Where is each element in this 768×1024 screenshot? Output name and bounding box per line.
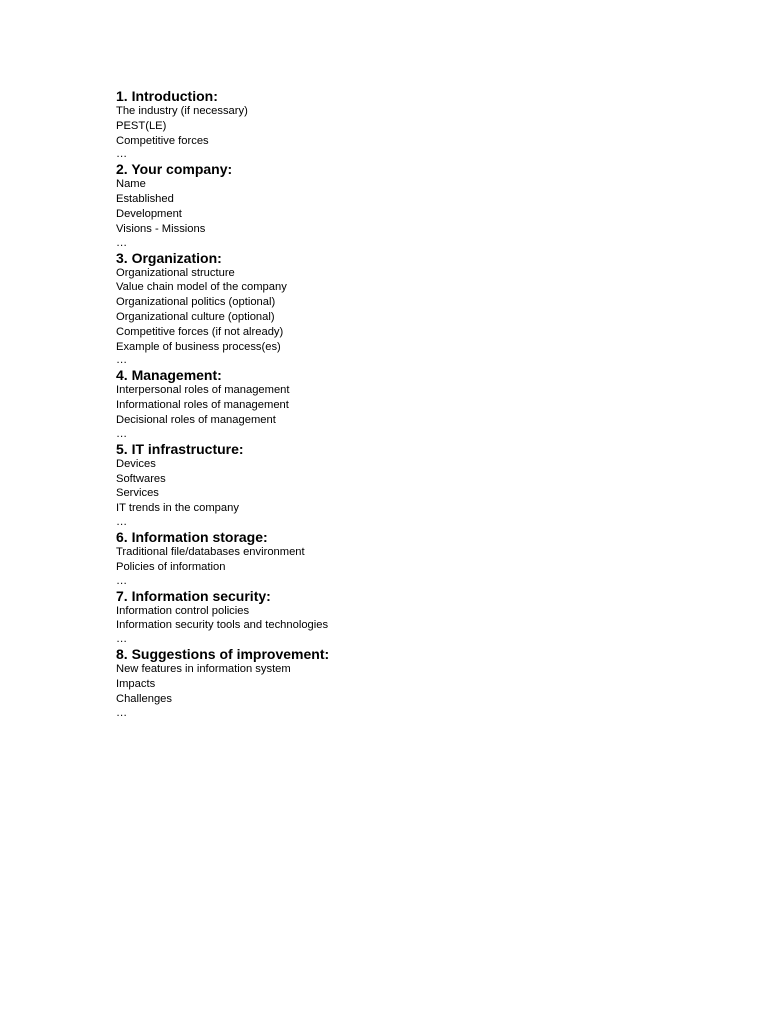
list-item: Competitive forces xyxy=(116,134,209,147)
list-item: IT trends in the company xyxy=(116,502,239,515)
section-title: 8. Suggestions of improvement: xyxy=(116,646,330,663)
section-information-storage xyxy=(116,528,716,587)
document-page xyxy=(116,87,716,719)
list-item: Decisional roles of management xyxy=(116,413,276,426)
list-item: Services xyxy=(116,487,159,500)
list-item: Example of business process(es) xyxy=(116,340,281,353)
list-item: Informational roles of management xyxy=(116,399,289,412)
list-item: Value chain model of the company xyxy=(116,281,287,294)
list-item: Challenges xyxy=(116,692,172,705)
list-item: Information control policies xyxy=(116,604,250,617)
list-item: Devices xyxy=(116,457,156,470)
list-item: Established xyxy=(116,193,174,206)
ellipsis: … xyxy=(116,427,128,440)
section-organization xyxy=(116,249,716,367)
list-item: Policies of information xyxy=(116,560,226,573)
section-suggestions-of-improvement xyxy=(116,645,716,718)
section-management xyxy=(116,366,716,439)
section-title: 4. Management: xyxy=(116,367,222,384)
ellipsis: … xyxy=(116,354,128,367)
section-your-company xyxy=(116,160,716,248)
list-item: Softwares xyxy=(116,472,166,485)
ellipsis: … xyxy=(116,633,128,646)
list-item: Organizational structure xyxy=(116,266,235,279)
list-item: Development xyxy=(116,207,182,220)
section-title: 1. Introduction: xyxy=(116,88,218,104)
list-item: Interpersonal roles of management xyxy=(116,384,290,397)
section-title: 7. Information security: xyxy=(116,587,271,604)
section-it-infrastructure xyxy=(116,440,716,528)
ellipsis: … xyxy=(116,148,128,161)
section-title: 5. IT infrastructure: xyxy=(116,440,244,457)
list-item: Competitive forces (if not already) xyxy=(116,325,284,338)
list-item: Organizational politics (optional) xyxy=(116,296,276,309)
section-title: 2. Your company: xyxy=(116,161,233,178)
section-title: 6. Information storage: xyxy=(116,528,268,545)
ellipsis: … xyxy=(116,236,128,249)
ellipsis: … xyxy=(116,574,128,587)
list-item: New features in information system xyxy=(116,663,291,676)
list-item: Visions - Missions xyxy=(116,222,206,235)
list-item: The industry (if necessary) xyxy=(116,105,248,117)
list-item: PEST(LE) xyxy=(116,119,167,132)
section-information-security xyxy=(116,587,716,646)
section-title: 3. Organization: xyxy=(116,249,222,266)
list-item: Impacts xyxy=(116,677,156,690)
list-item: Organizational culture (optional) xyxy=(116,310,275,323)
list-item: Traditional file/databases environment xyxy=(116,545,305,558)
section-introduction xyxy=(116,87,716,160)
list-item: Information security tools and technologies xyxy=(116,619,329,632)
ellipsis: … xyxy=(116,515,128,528)
ellipsis: … xyxy=(116,706,128,719)
list-item: Name xyxy=(116,178,146,191)
